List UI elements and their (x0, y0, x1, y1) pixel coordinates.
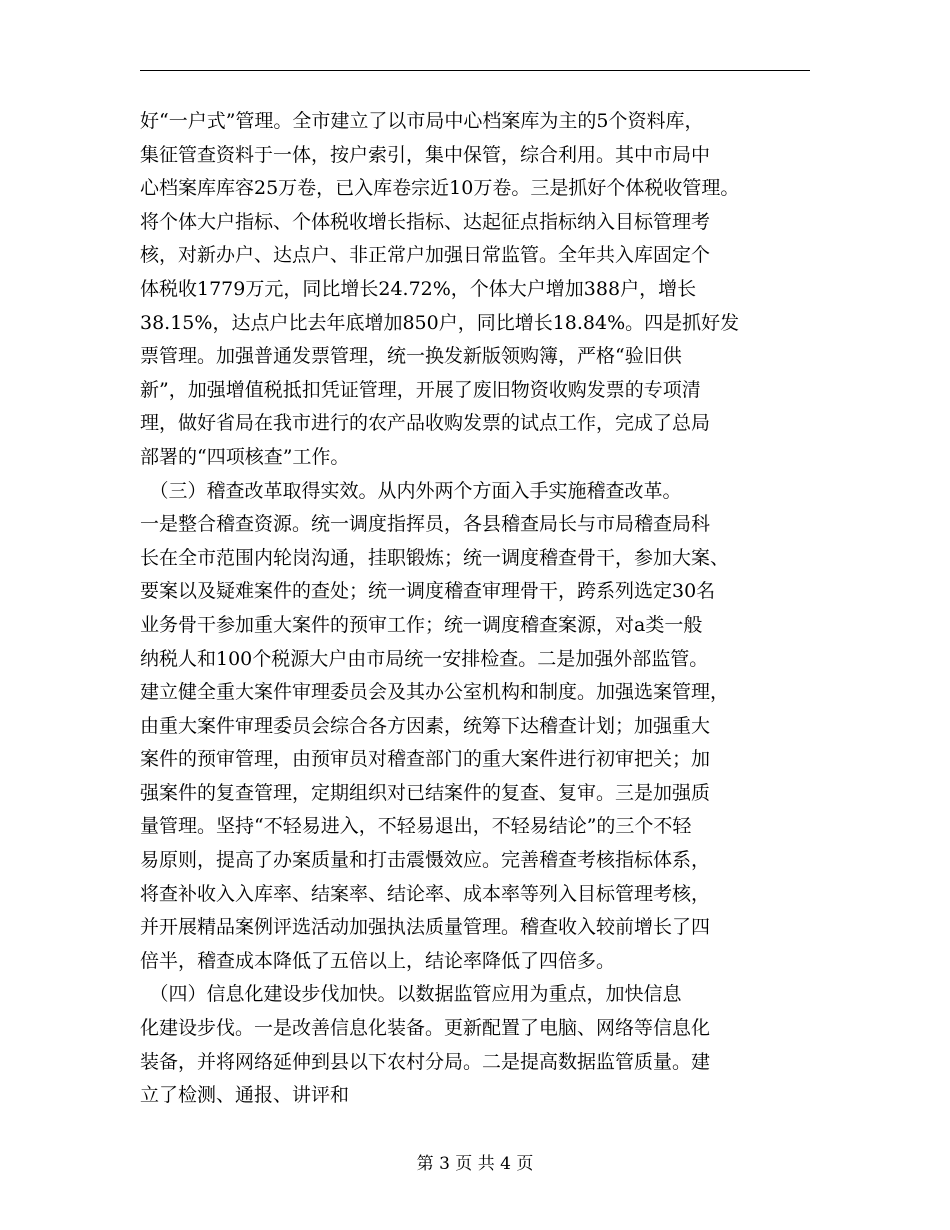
text-line: 集征管查资料于一体，按户索引，集中保管，综合利用。其中市局中 (140, 143, 711, 166)
text-line: （三）稽查改革取得实效。从内外两个方面入手实施稽查改革。 (140, 479, 682, 502)
text-line: 由重大案件审理委员会综合各方因素，统筹下达稽查计划；加强重大 (140, 714, 711, 737)
text-line: 装备，并将网络延伸到县以下农村分局。二是提高数据监管质量。建 (140, 1050, 711, 1073)
text-line: 量管理。坚持“不轻易进入，不轻易退出，不轻易结论”的三个不轻 (140, 815, 692, 838)
text-line: 核，对新办户、达点户、非正常户加强日常监管。全年共入库固定个 (140, 244, 711, 267)
text-line: 易原则，提高了办案质量和打击震慑效应。完善稽查考核指标体系， (140, 849, 711, 872)
body-text (140, 105, 825, 1113)
text-line: 将个体大户指标、个体税收增长指标、达起征点指标纳入目标管理考 (140, 210, 711, 233)
text-line: 新”，加强增值税抵扣凭证管理，开展了废旧物资收购发票的专项清 (140, 378, 701, 401)
text-line: 票管理。加强普通发票管理，统一换发新版领购簿，严格“验旧供 (140, 345, 682, 368)
text-line: 心档案库库容25万卷，已入库卷宗近10万卷。三是抓好个体税收管理。 (140, 177, 740, 200)
text-line: 案件的预审管理，由预审员对稽查部门的重大案件进行初审把关；加 (140, 748, 711, 771)
text-line: 强案件的复查管理，定期组织对已结案件的复查、复审。三是加强质 (140, 781, 711, 804)
text-line: 一是整合稽查资源。统一调度指挥员，各县稽查局长与市局稽查局科 (140, 513, 711, 536)
text-line: 建立健全重大案件审理委员会及其办公室机构和制度。加强选案管理， (140, 681, 730, 704)
text-line: 部署的“四项核查”工作。 (140, 445, 350, 468)
header-rule (140, 70, 810, 71)
text-line: 理，做好省局在我市进行的农产品收购发票的试点工作，完成了总局 (140, 412, 711, 435)
text-line: 长在全市范围内轮岗沟通，挂职锻炼；统一调度稽查骨干，参加大案、 (140, 546, 730, 569)
text-line: 业务骨干参加重大案件的预审工作；统一调度稽查案源，对a类一般 (140, 613, 703, 636)
text-line: 倍半，稽查成本降低了五倍以上，结论率降低了四倍多。 (140, 949, 616, 972)
text-line: 要案以及疑难案件的查处；统一调度稽查审理骨干，跨系列选定30名 (140, 580, 716, 603)
text-line: （四）信息化建设步伐加快。以数据监管应用为重点，加快信息 (140, 983, 682, 1006)
text-line: 将查补收入入库率、结案率、结论率、成本率等列入目标管理考核， (140, 882, 711, 905)
text-line: 化建设步伐。一是改善信息化装备。更新配置了电脑、网络等信息化 (140, 1017, 711, 1040)
text-line: 体税收1779万元，同比增长24.72%，个体大户增加388户，增长 (140, 277, 697, 300)
text-line: 纳税人和100个税源大户由市局统一安排检查。二是加强外部监管。 (140, 647, 709, 670)
text-line: 好“一户式”管理。全市建立了以市局中心档案库为主的5个资料库， (140, 110, 704, 132)
text-line: 38.15%，达点户比去年底增加850户，同比增长18.84%。四是抓好发 (140, 311, 740, 334)
page-footer: 第 3 页 共 4 页 (416, 1154, 534, 1174)
text-line: 立了检测、通报、讲评和 (140, 1084, 350, 1107)
text-line: 并开展精品案例评选活动加强执法质量管理。稽查收入较前增长了四 (140, 916, 711, 939)
